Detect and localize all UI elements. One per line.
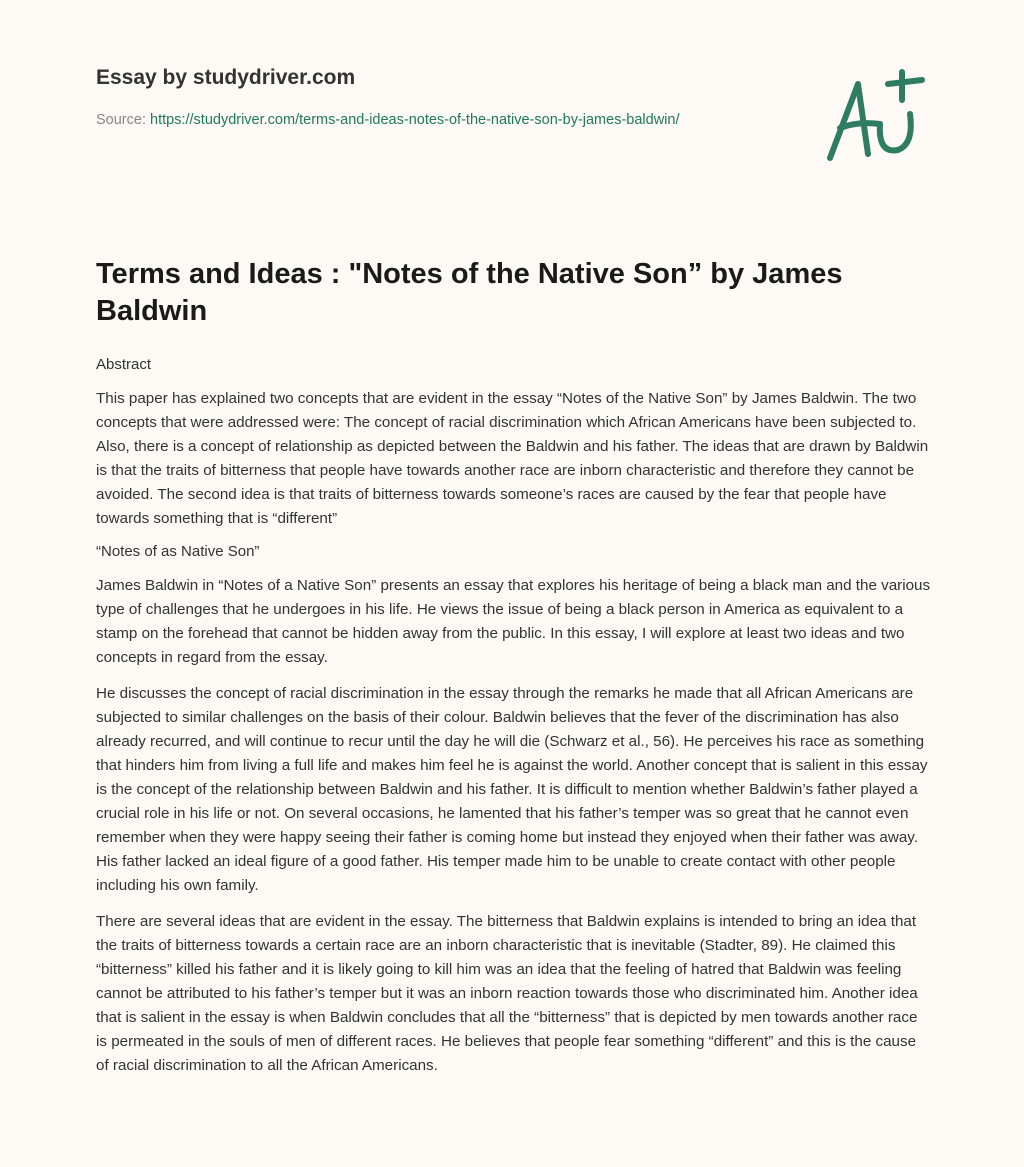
site-title: Essay by studydriver.com — [96, 66, 356, 89]
article — [96, 256, 932, 1090]
body-paragraph: He discusses the concept of racial discrimination in the essay through the remarks he made that all African Americans are subjected to similar challenges on the basis of their colour. Baldwin believes that the fever of the discrimination has also already recurred, and will continue to recur until the day he will die (Schwarz et al., 56). He perceives his race as something that hinders him from living a full life and makes him feel he is against the world. Another concept that is salient in this essay is the concept of the relationship between Baldwin and his father. It is difficult to mention whether Baldwin’s father played a crucial role in his life or not. On several occasions, he lamented that his father’s temper was so great that he cannot even remember when they were happy seeing their father is coming home but instead they enjoyed when their father was away. His father lacked an ideal figure of a good father. His temper made him to be unable to create contact with other people including his own family. — [96, 685, 928, 894]
a-plus-logo-icon — [818, 66, 928, 166]
article-title: Terms and Ideas : "Notes of the Native Son” by James Baldwin — [96, 258, 843, 327]
page-header — [96, 66, 736, 132]
abstract-heading: Abstract — [96, 356, 152, 373]
body-paragraph: There are several ideas that are evident in the essay. The bitterness that Baldwin explains is intended to bring an idea that the traits of bitterness towards a certain race are an inborn characteristic that is inevitable (Stadter, 89). He claimed this “bitterness” killed his father and it is likely going to kill him was an idea that the feeling of hatred that Baldwin was feeling cannot be attributed to his father’s temper but it was an inborn reaction towards those who discriminated him. Another idea that is salient in the essay is when Baldwin concludes that all the “bitterness” that is depicted by men towards another race is permeated in the souls of men of different races. He believes that people fear something “different” and this is the cause of racial discrimination to all the African Americans. — [96, 913, 918, 1074]
section-heading: “Notes of as Native Son” — [96, 543, 260, 560]
body-paragraph: James Baldwin in “Notes of a Native Son” presents an essay that explores his heritage of being a black man and the various type of challenges that he undergoes in his life. He views the issue of being a black person in America as equivalent to a stamp on the forehead that cannot be hidden away from the public. In this essay, I will explore at least two ideas and two concepts in regard from the essay. — [96, 577, 931, 666]
source-link[interactable]: https://studydriver.com/terms-and-ideas-notes-of-the-native-son-by-james-baldwin/ — [150, 112, 680, 128]
source-line — [96, 108, 736, 132]
abstract-paragraph: This paper has explained two concepts that are evident in the essay “Notes of the Native Son” by James Baldwin. The two concepts that were addressed were: The concept of racial discrimination which African Americans have been subjected to. Also, there is a concept of relationship as depicted between the Baldwin and his father. The ideas that are drawn by Baldwin is that the traits of bitterness that people have towards another race are inborn characteristic and therefore they cannot be avoided. The second idea is that traits of bitterness towards someone’s races are caused by the fear that people have towards something that is “different” — [96, 390, 929, 527]
source-label: Source: — [96, 112, 146, 128]
